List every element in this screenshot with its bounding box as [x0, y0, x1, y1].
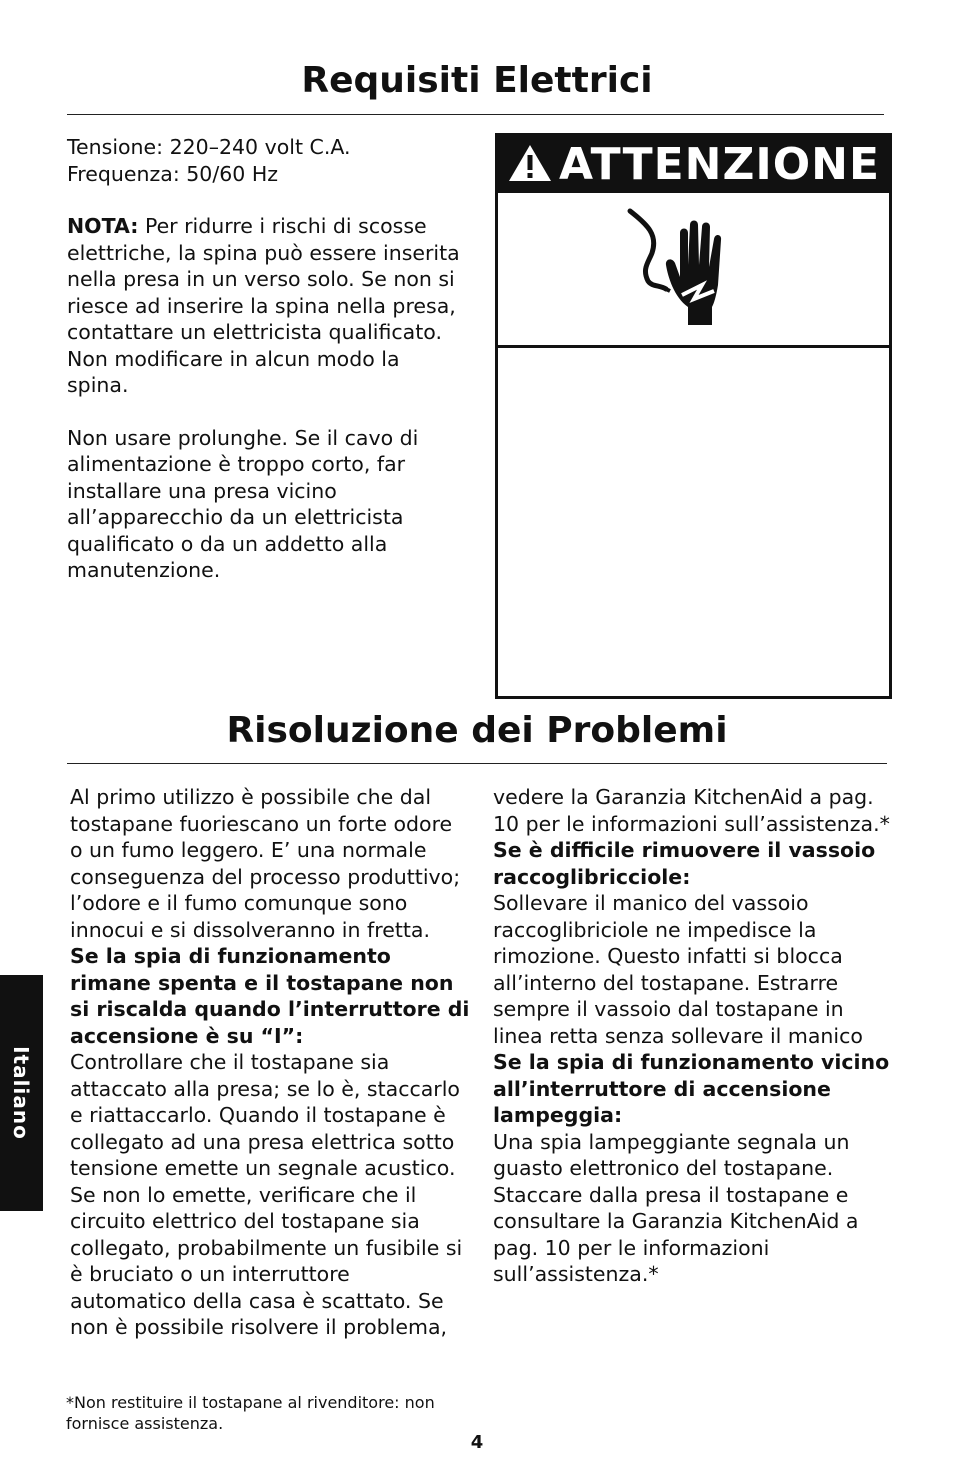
- section-title-troubleshooting: Risoluzione dei Problemi: [226, 710, 728, 751]
- solution-1-continued: vedere la Garanzia KitchenAid a pag. 10 per le informazioni sull’assistenza.*: [493, 785, 890, 836]
- solution-2: Sollevare il manico del vassoio raccoglibriciole ne impedisce la rimozione. Questo infatti si blocca all’interno del tostapane. Estrarre sempre il vassoio dal tostapane in linea retta senza sollevare il manico: [493, 891, 863, 1048]
- problem-heading-1: Se la spia di funzionamento rimane spenta e il tostapane non si riscalda quando l’interruttore di accensione è su “I”:: [70, 944, 470, 1048]
- language-tab-label: Italiano: [9, 1046, 33, 1140]
- note-label: NOTA:: [67, 214, 139, 238]
- problem-heading-3: Se la spia di funzionamento vicino all’interruttore di accensione lampeggia:: [493, 1050, 890, 1127]
- title-rule-2: [67, 763, 887, 764]
- language-tab: [0, 975, 43, 1211]
- voltage-line: Tensione: 220–240 volt C.A.: [67, 135, 351, 159]
- warning-icon-area: [498, 193, 889, 348]
- electrical-requirements-text: [67, 134, 462, 584]
- footnote: *Non restituire il tostapane al rivenditore: non fornisce assistenza.: [66, 1393, 435, 1433]
- troubleshooting-column-left: [70, 784, 470, 1341]
- solution-3: Una spia lampeggiante segnala un guasto elettronico del tostapane. Staccare dalla presa il tostapane e consultare la Garanzia KitchenAid a pag. 10 per le informazioni sull’assistenza.*: [493, 1129, 859, 1286]
- warning-triangle-icon: [507, 143, 553, 187]
- solution-1: Controllare che il tostapane sia attaccato alla presa; se lo è, staccarlo e riattaccarlo. Quando il tostapane è collegato ad una presa elettrica sotto tensione emette un segnale acustico. Se non lo emette, verificare che il circuito elettrico del tostapane sia collegato, probabilmente un fusibile si è bruciato o un interruttore automatico della casa è scattato. Se non è possibile risolvere il problema,: [70, 1050, 463, 1339]
- warning-header: [498, 136, 889, 193]
- warning-word: ATTENZIONE: [558, 139, 881, 190]
- extension-paragraph: Non usare prolunghe. Se il cavo di alimentazione è troppo corto, far installare una presa vicino all’apparecchio da un elettricista qualificato o da un addetto alla manutenzione.: [67, 425, 419, 582]
- page-number: 4: [470, 1432, 484, 1453]
- intro-paragraph: Al primo utilizzo è possibile che dal tostapane fuoriescano un forte odore o un fumo leggero. E’ una normale conseguenza del processo produttivo; l’odore e il fumo comunque sono innocui e si dissolveranno in fretta.: [70, 785, 461, 942]
- frequency-line: Frequenza: 50/60 Hz: [67, 161, 279, 186]
- problem-heading-2: Se è difficile rimuovere il vassoio raccoglibricciole:: [493, 838, 876, 889]
- troubleshooting-column-right: [493, 784, 893, 1288]
- title-rule: [67, 114, 884, 115]
- electric-shock-hand-icon: [618, 207, 748, 336]
- warning-box: [495, 133, 892, 699]
- section-title-electrical: Requisiti Elettrici: [301, 60, 653, 101]
- note-text: Per ridurre i rischi di scosse elettriche, la spina può essere inserita nella presa in un verso solo. Se non si riesce ad inserire la spina nella presa, contattare un elettricista qualificato. Non modificare in alcun modo la spina.: [67, 214, 460, 397]
- note-paragraph: [67, 213, 462, 399]
